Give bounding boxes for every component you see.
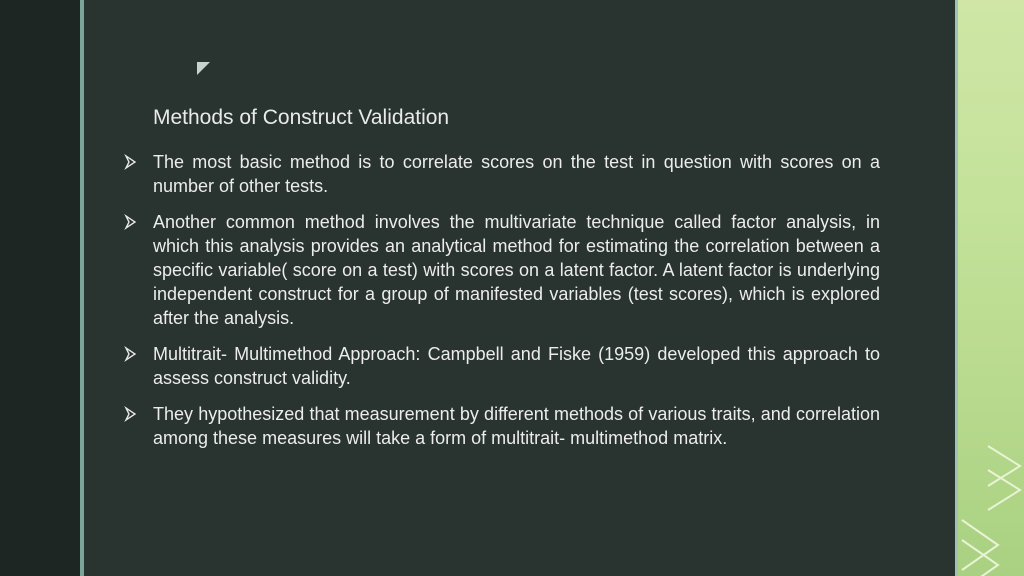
- triangle-corner-icon: [197, 62, 210, 75]
- bullet-text: The most basic method is to correlate scores on the test in question with scores on a number of other tests.: [153, 152, 880, 196]
- chevron-arrow-right-icon: [124, 152, 138, 172]
- slide-title: Methods of Construct Validation: [153, 106, 450, 129]
- left-accent-line: [80, 0, 84, 576]
- bullet-item: [124, 150, 880, 198]
- chevron-arrow-right-icon: [124, 344, 138, 364]
- chevron-arrow-right-icon: [124, 404, 138, 424]
- right-decorative-band: [958, 0, 1024, 576]
- bullet-text: Multitrait- Multimethod Approach: Campbell and Fiske (1959) developed this approach to assess construct validity.: [153, 344, 880, 388]
- bullet-text: Another common method involves the multivariate technique called factor analysis, in which this analysis provides an analytical method for estimating the correlation between a specific variable( score on a test) with scores on a latent factor. A latent factor is underlying independent construct for a group of manifested variables (test scores), which is explored after the analysis.: [153, 212, 880, 328]
- bullet-list: [124, 150, 880, 462]
- chevron-decoration-icon: [958, 0, 1024, 576]
- bullet-text: They hypothesized that measurement by different methods of various traits, and correlation among these measures will take a form of multitrait- multimethod matrix.: [153, 404, 880, 448]
- left-decorative-band: [0, 0, 80, 576]
- chevron-arrow-right-icon: [124, 212, 138, 232]
- bullet-item: [124, 210, 880, 330]
- bullet-item: [124, 342, 880, 390]
- bullet-item: [124, 402, 880, 450]
